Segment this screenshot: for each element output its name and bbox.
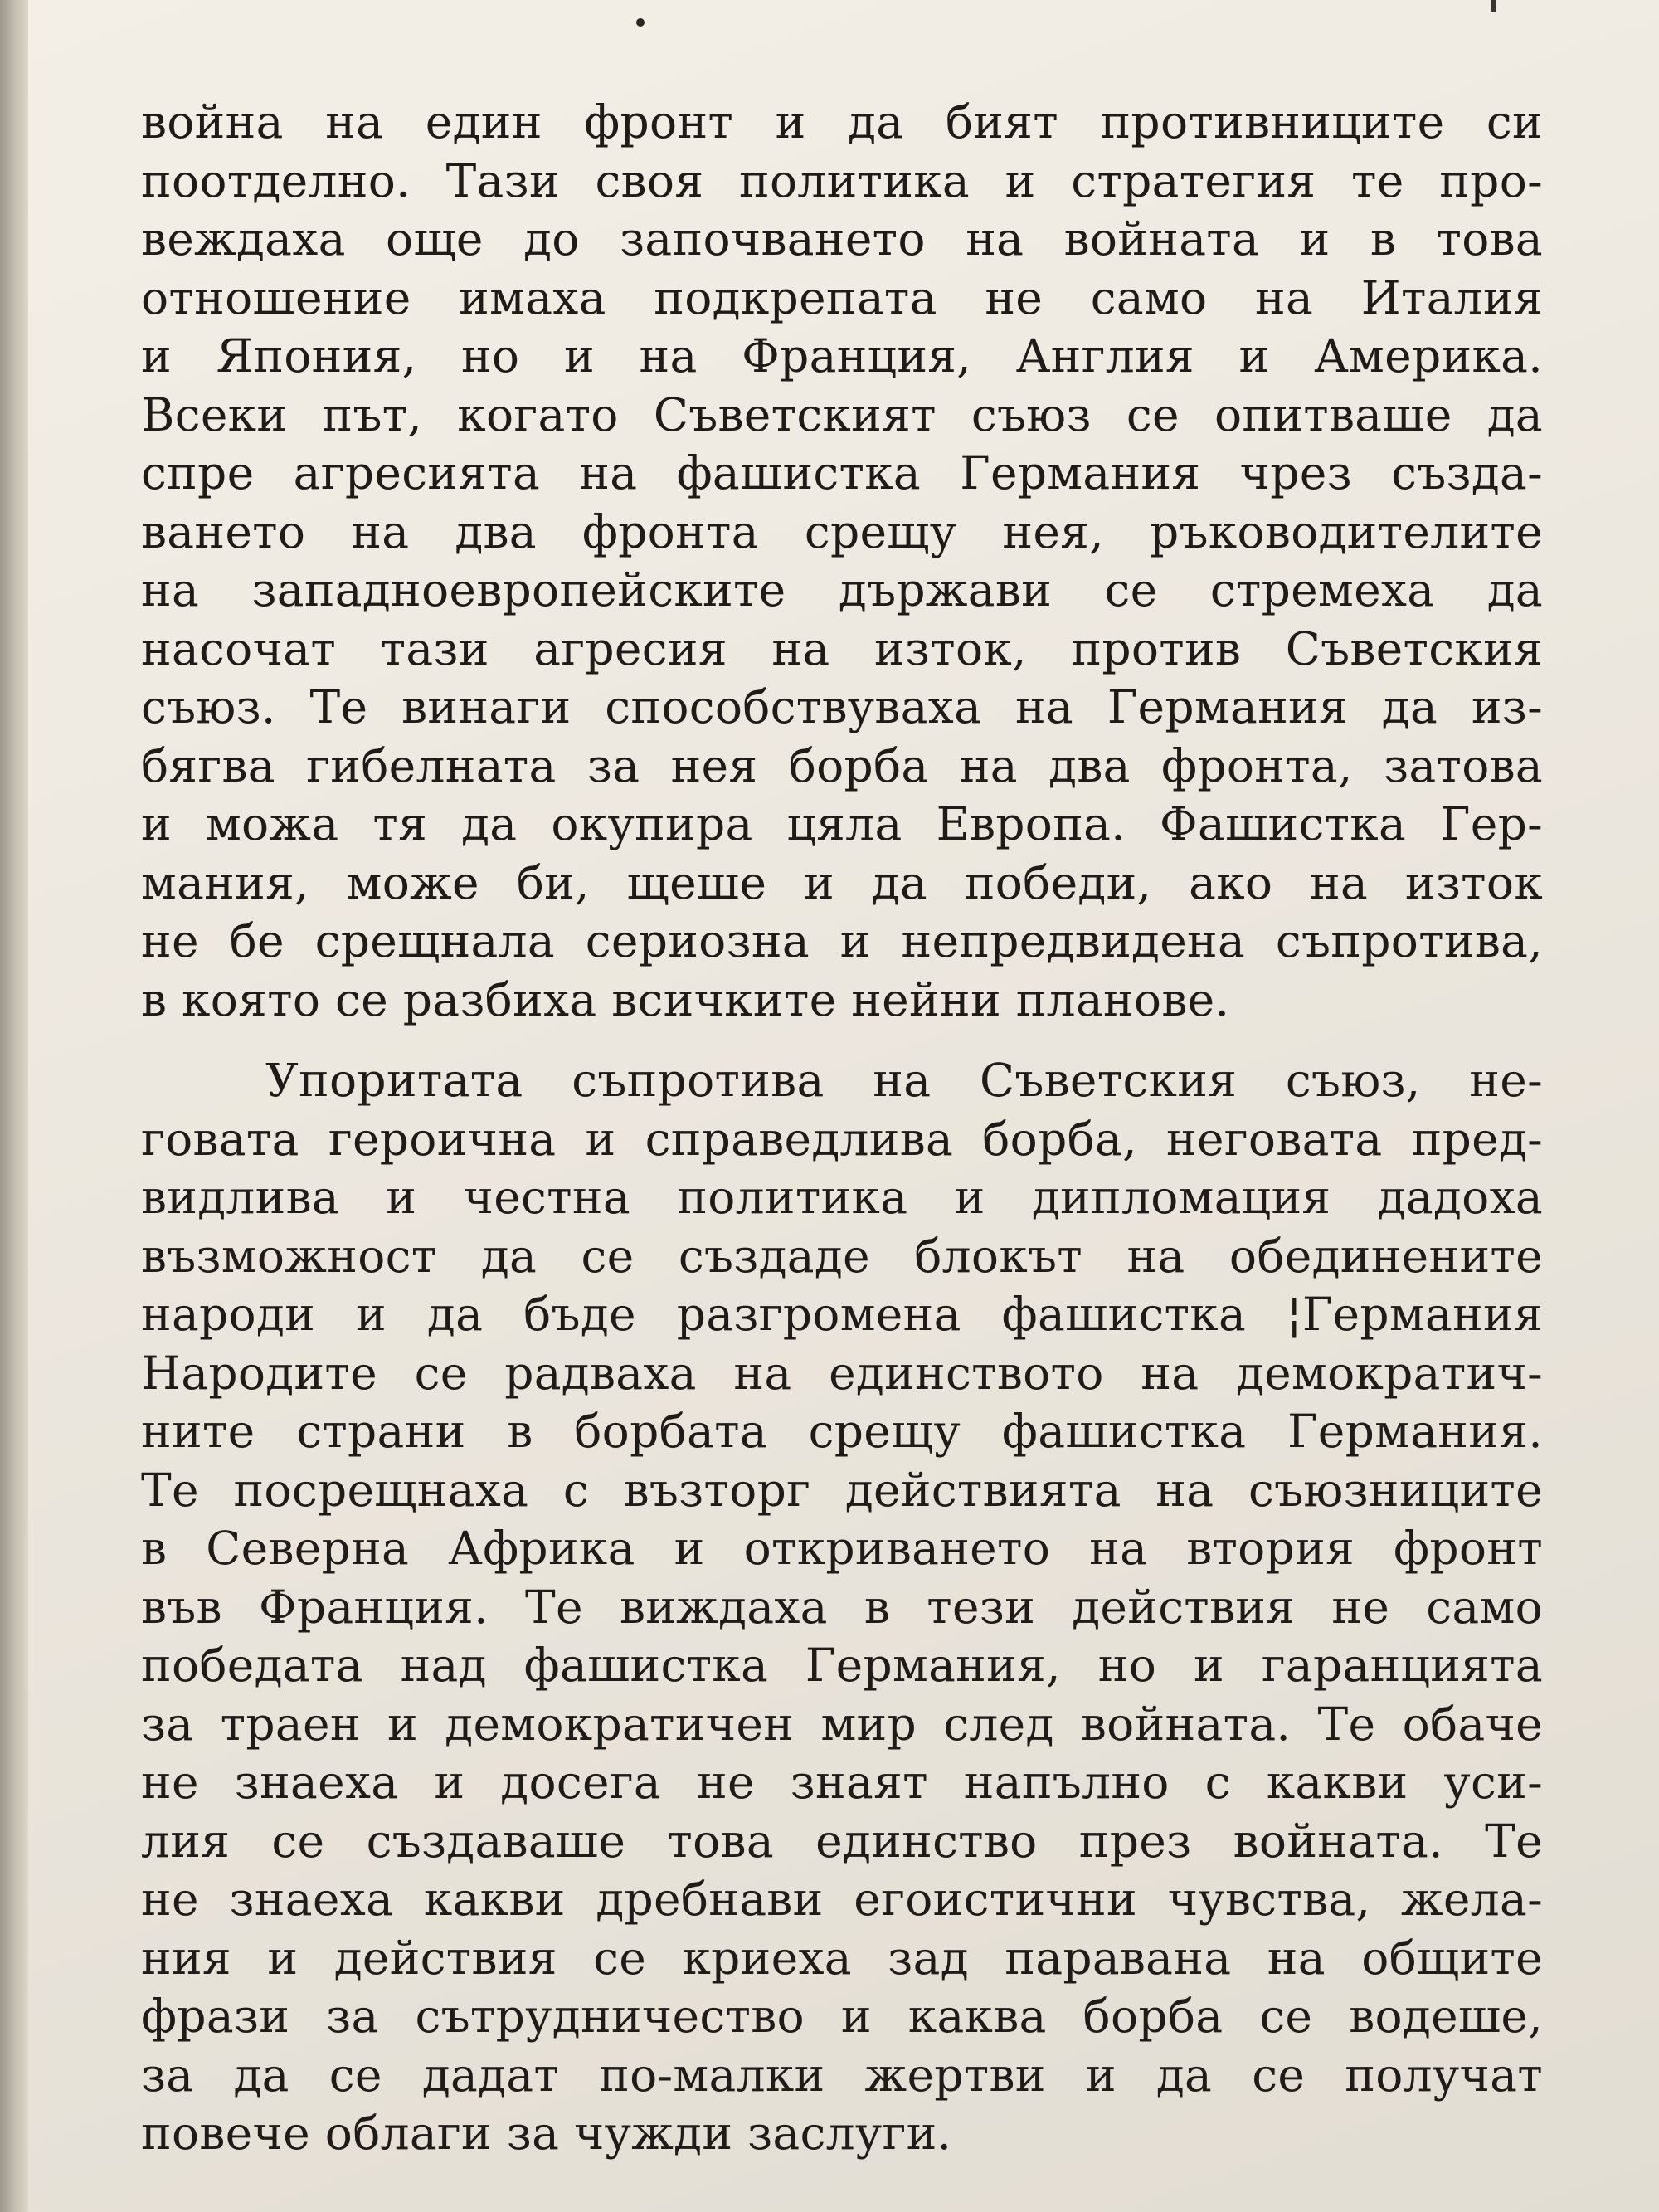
text-line: Те посрещнаха с възторг действията на съюзниците [141, 1463, 1543, 1517]
text-line: Народите се радваха на единството на демократич- [141, 1346, 1543, 1400]
ink-dot [636, 18, 645, 27]
paragraph-1 [141, 93, 1543, 1029]
text-line: отношение имаха подкрепата не само на Италия [141, 270, 1543, 324]
text-line: война на един фронт и да бият противниците си [141, 95, 1543, 149]
text-line: ния и действия се криеха зад паравана на общите [141, 1931, 1543, 1985]
text-line: във Франция. Те виждаха в тези действия не само [141, 1580, 1543, 1634]
paragraph-gap [141, 1029, 1543, 1051]
text-line: не знаеха и досега не знаят напълно с какви уси- [141, 1756, 1543, 1809]
text-line: народи и да бъде разгромена фашистка ¦Германия [141, 1288, 1543, 1341]
paragraph-2 [141, 1051, 1543, 2163]
text-line: за да се дадат по-малки жертви и да се получат [141, 2048, 1543, 2102]
text-line: мания, може би, щеше и да победи, ако на изток [141, 855, 1543, 909]
text-line: за траен и демократичен мир след войната. Те обаче [141, 1697, 1543, 1751]
text-line: говата героична и справедлива борба, неговата пред- [141, 1112, 1543, 1166]
text-line: и можа тя да окупира цяла Европа. Фашистка Гер- [141, 797, 1543, 850]
text-line: на западноевропейските държави се стремеха да [141, 563, 1543, 616]
text-line: ването на два фронта срещу нея, ръководителите [141, 504, 1543, 558]
text-line: видлива и честна политика и дипломация дадоха [141, 1171, 1543, 1224]
page-text [141, 93, 1543, 2163]
text-line: спре агресията на фашистка Германия чрез създа- [141, 446, 1543, 499]
text-line: в която се разбиха всичките нейни планове. [141, 972, 1230, 1026]
text-line: поотделно. Тази своя политика и стратегия те про- [141, 153, 1543, 207]
text-line: лия се създаваше това единство през войната. Те [141, 1814, 1543, 1868]
text-line: възможност да се създаде блокът на обединените [141, 1229, 1543, 1283]
text-line: победата над фашистка Германия, но и гаранцията [141, 1639, 1543, 1692]
book-page [28, 0, 1659, 2212]
text-line: и Япония, но и на Франция, Англия и Америка. [141, 329, 1543, 382]
text-line: повече облаги за чужди заслуги. [141, 2107, 952, 2160]
text-line: съюз. Те винаги способствуваха на Германия да из- [141, 680, 1543, 733]
text-line: бягва гибелната за нея борба на два фронта, затова [141, 738, 1543, 792]
text-line: фрази за сътрудничество и каква борба се водеше, [141, 1990, 1543, 2043]
text-line: Упоритата съпротива на Съветския съюз, не- [265, 1054, 1543, 1107]
text-line: Всеки път, когато Съветският съюз се опитваше да [141, 387, 1543, 441]
text-line: ните страни в борбата срещу фашистка Германия. [141, 1405, 1543, 1458]
text-line: веждаха още до започването на войната и в това [141, 212, 1543, 266]
text-line: не бе срещнала сериозна и непредвидена съпротива, [141, 914, 1543, 967]
text-line: не знаеха какви дребнави егоистични чувства, жела- [141, 1873, 1543, 1926]
book-spine-edge [0, 0, 28, 2212]
text-line: насочат тази агресия на изток, против Съветския [141, 621, 1543, 675]
ink-mark [1491, 0, 1496, 12]
text-line: в Северна Африка и откриването на втория фронт [141, 1522, 1543, 1575]
